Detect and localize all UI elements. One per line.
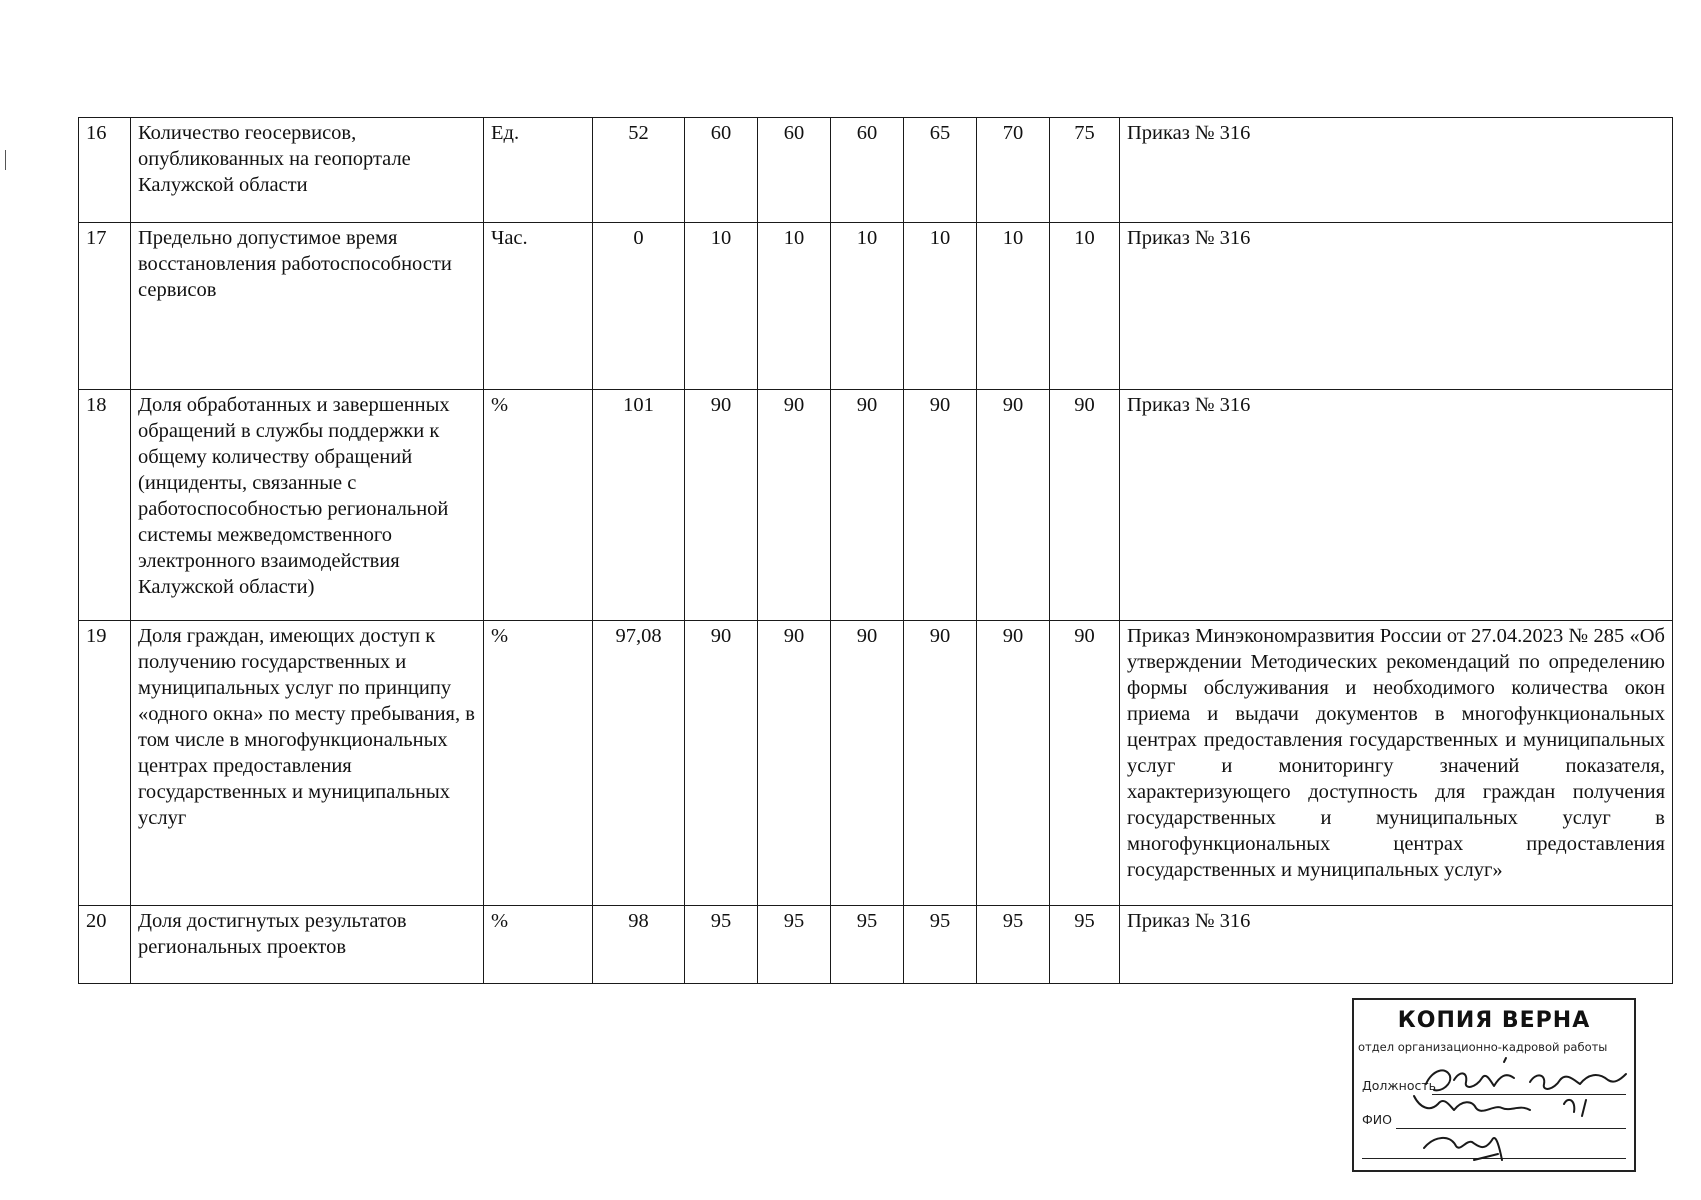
value-cell: 90	[685, 621, 758, 906]
value-cell: 90	[1050, 621, 1120, 906]
unit: %	[484, 906, 593, 984]
source-document: Приказ № 316	[1120, 906, 1673, 984]
value-cell: 95	[831, 906, 904, 984]
indicator-name: Доля граждан, имеющих доступ к получению государственных и муниципальных услуг по принципу «одного окна» по месту пребывания, в том числе в многофункциональных центрах предоставления государственных и муниципальных услуг	[131, 621, 484, 906]
value-cell: 90	[831, 621, 904, 906]
source-document: Приказ № 316	[1120, 390, 1673, 621]
value-cell: 95	[904, 906, 977, 984]
value-cell: 10	[977, 223, 1050, 390]
unit: %	[484, 621, 593, 906]
value-cell: 101	[593, 390, 685, 621]
unit: %	[484, 390, 593, 621]
row-number: 18	[79, 390, 131, 621]
unit: Ед.	[484, 118, 593, 223]
row-number: 17	[79, 223, 131, 390]
certification-stamp	[1352, 998, 1636, 1172]
value-cell: 90	[1050, 390, 1120, 621]
value-cell: 52	[593, 118, 685, 223]
value-cell: 95	[758, 906, 831, 984]
indicators-table	[78, 117, 1673, 984]
table-row	[79, 390, 1673, 621]
value-cell: 90	[904, 390, 977, 621]
value-cell: 90	[904, 621, 977, 906]
value-cell: 60	[758, 118, 831, 223]
table-row	[79, 906, 1673, 984]
stamp-position-label: Должность	[1362, 1078, 1437, 1093]
value-cell: 10	[685, 223, 758, 390]
stamp-name-label: ФИО	[1362, 1112, 1392, 1127]
row-number: 20	[79, 906, 131, 984]
value-cell: 90	[685, 390, 758, 621]
unit: Час.	[484, 223, 593, 390]
stamp-title: КОПИЯ ВЕРНА	[1397, 1008, 1591, 1033]
value-cell: 90	[977, 621, 1050, 906]
value-cell: 75	[1050, 118, 1120, 223]
value-cell: 70	[977, 118, 1050, 223]
row-number: 19	[79, 621, 131, 906]
scan-edge-mark	[5, 150, 6, 170]
value-cell: 60	[831, 118, 904, 223]
row-number: 16	[79, 118, 131, 223]
value-cell: 90	[977, 390, 1050, 621]
value-cell: 10	[758, 223, 831, 390]
source-document: Приказ № 316	[1120, 223, 1673, 390]
value-cell: 10	[1050, 223, 1120, 390]
value-cell: 95	[977, 906, 1050, 984]
value-cell: 98	[593, 906, 685, 984]
indicator-name: Предельно допустимое время восстановления работоспособности сервисов	[131, 223, 484, 390]
indicator-name: Доля достигнутых результатов региональных проектов	[131, 906, 484, 984]
table-row	[79, 621, 1673, 906]
stamp-department: отдел организационно-кадровой работы	[1358, 1040, 1608, 1054]
handwritten-signature	[1354, 1000, 1634, 1170]
value-cell: 0	[593, 223, 685, 390]
table-row	[79, 118, 1673, 223]
value-cell: 97,08	[593, 621, 685, 906]
source-document: Приказ № 316	[1120, 118, 1673, 223]
value-cell: 10	[831, 223, 904, 390]
indicator-name: Доля обработанных и завершенных обращений в службы поддержки к общему количеству обращений (инциденты, связанные с работоспособностью региональной системы межведомственного электронного взаимодействия Калужской области)	[131, 390, 484, 621]
value-cell: 90	[831, 390, 904, 621]
value-cell: 90	[758, 621, 831, 906]
indicator-name: Количество геосервисов, опубликованных на геопортале Калужской области	[131, 118, 484, 223]
table-row	[79, 223, 1673, 390]
value-cell: 65	[904, 118, 977, 223]
value-cell: 95	[685, 906, 758, 984]
value-cell: 10	[904, 223, 977, 390]
value-cell: 90	[758, 390, 831, 621]
source-document: Приказ Минэкономразвития России от 27.04.2023 № 285 «Об утверждении Методических рекомендаций по определению формы обслуживания и необходимого количества окон приема и выдачи документов в многофункциональных центрах предоставления государственных и муниципальных услуг и мониторингу значений показателя, характеризующего доступность для граждан получения государственных и муниципальных услуг в многофункциональных центрах предоставления государственных и муниципальных услуг»	[1120, 621, 1673, 906]
value-cell: 60	[685, 118, 758, 223]
value-cell: 95	[1050, 906, 1120, 984]
